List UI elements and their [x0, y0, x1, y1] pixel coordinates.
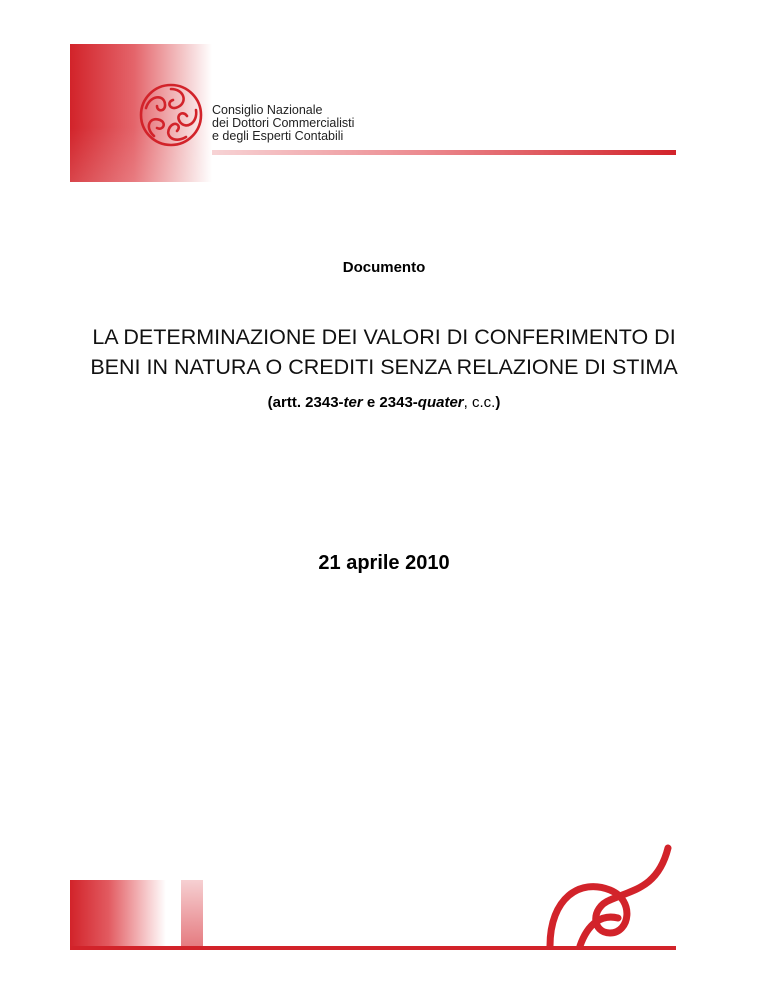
document-title-line-2: BENI IN NATURA O CREDITI SENZA RELAZIONE DI STIMA: [90, 355, 678, 379]
org-name-line-3: e degli Esperti Contabili: [212, 129, 344, 143]
footer-gradient-block: [70, 880, 166, 946]
subtitle-quater: quater: [417, 394, 464, 411]
cndcec-emblem-icon: [136, 80, 206, 150]
footer-gradient-strip: [181, 880, 203, 946]
document-subtitle: [0, 394, 768, 411]
document-title-line-1: LA DETERMINAZIONE DEI VALORI DI CONFERIMENTO DI: [92, 325, 676, 349]
swirl-decoration-icon: [540, 838, 680, 950]
org-name-line-1: Consiglio Nazionale: [212, 103, 323, 117]
document-date: 21 aprile 2010: [318, 552, 450, 574]
header-rule: [212, 150, 676, 155]
document-label: Documento: [342, 259, 426, 276]
subtitle-open: (artt. 2343-: [267, 394, 344, 411]
org-name-line-2: dei Dottori Commercialisti: [212, 116, 355, 130]
subtitle-and: e 2343-: [362, 394, 418, 411]
subtitle-comma: ,: [463, 394, 472, 411]
organization-name: [212, 104, 354, 143]
document-title: [60, 322, 708, 382]
subtitle-cc: c.c.: [471, 394, 496, 411]
subtitle-ter: ter: [343, 394, 363, 411]
subtitle-close: ): [495, 394, 501, 411]
